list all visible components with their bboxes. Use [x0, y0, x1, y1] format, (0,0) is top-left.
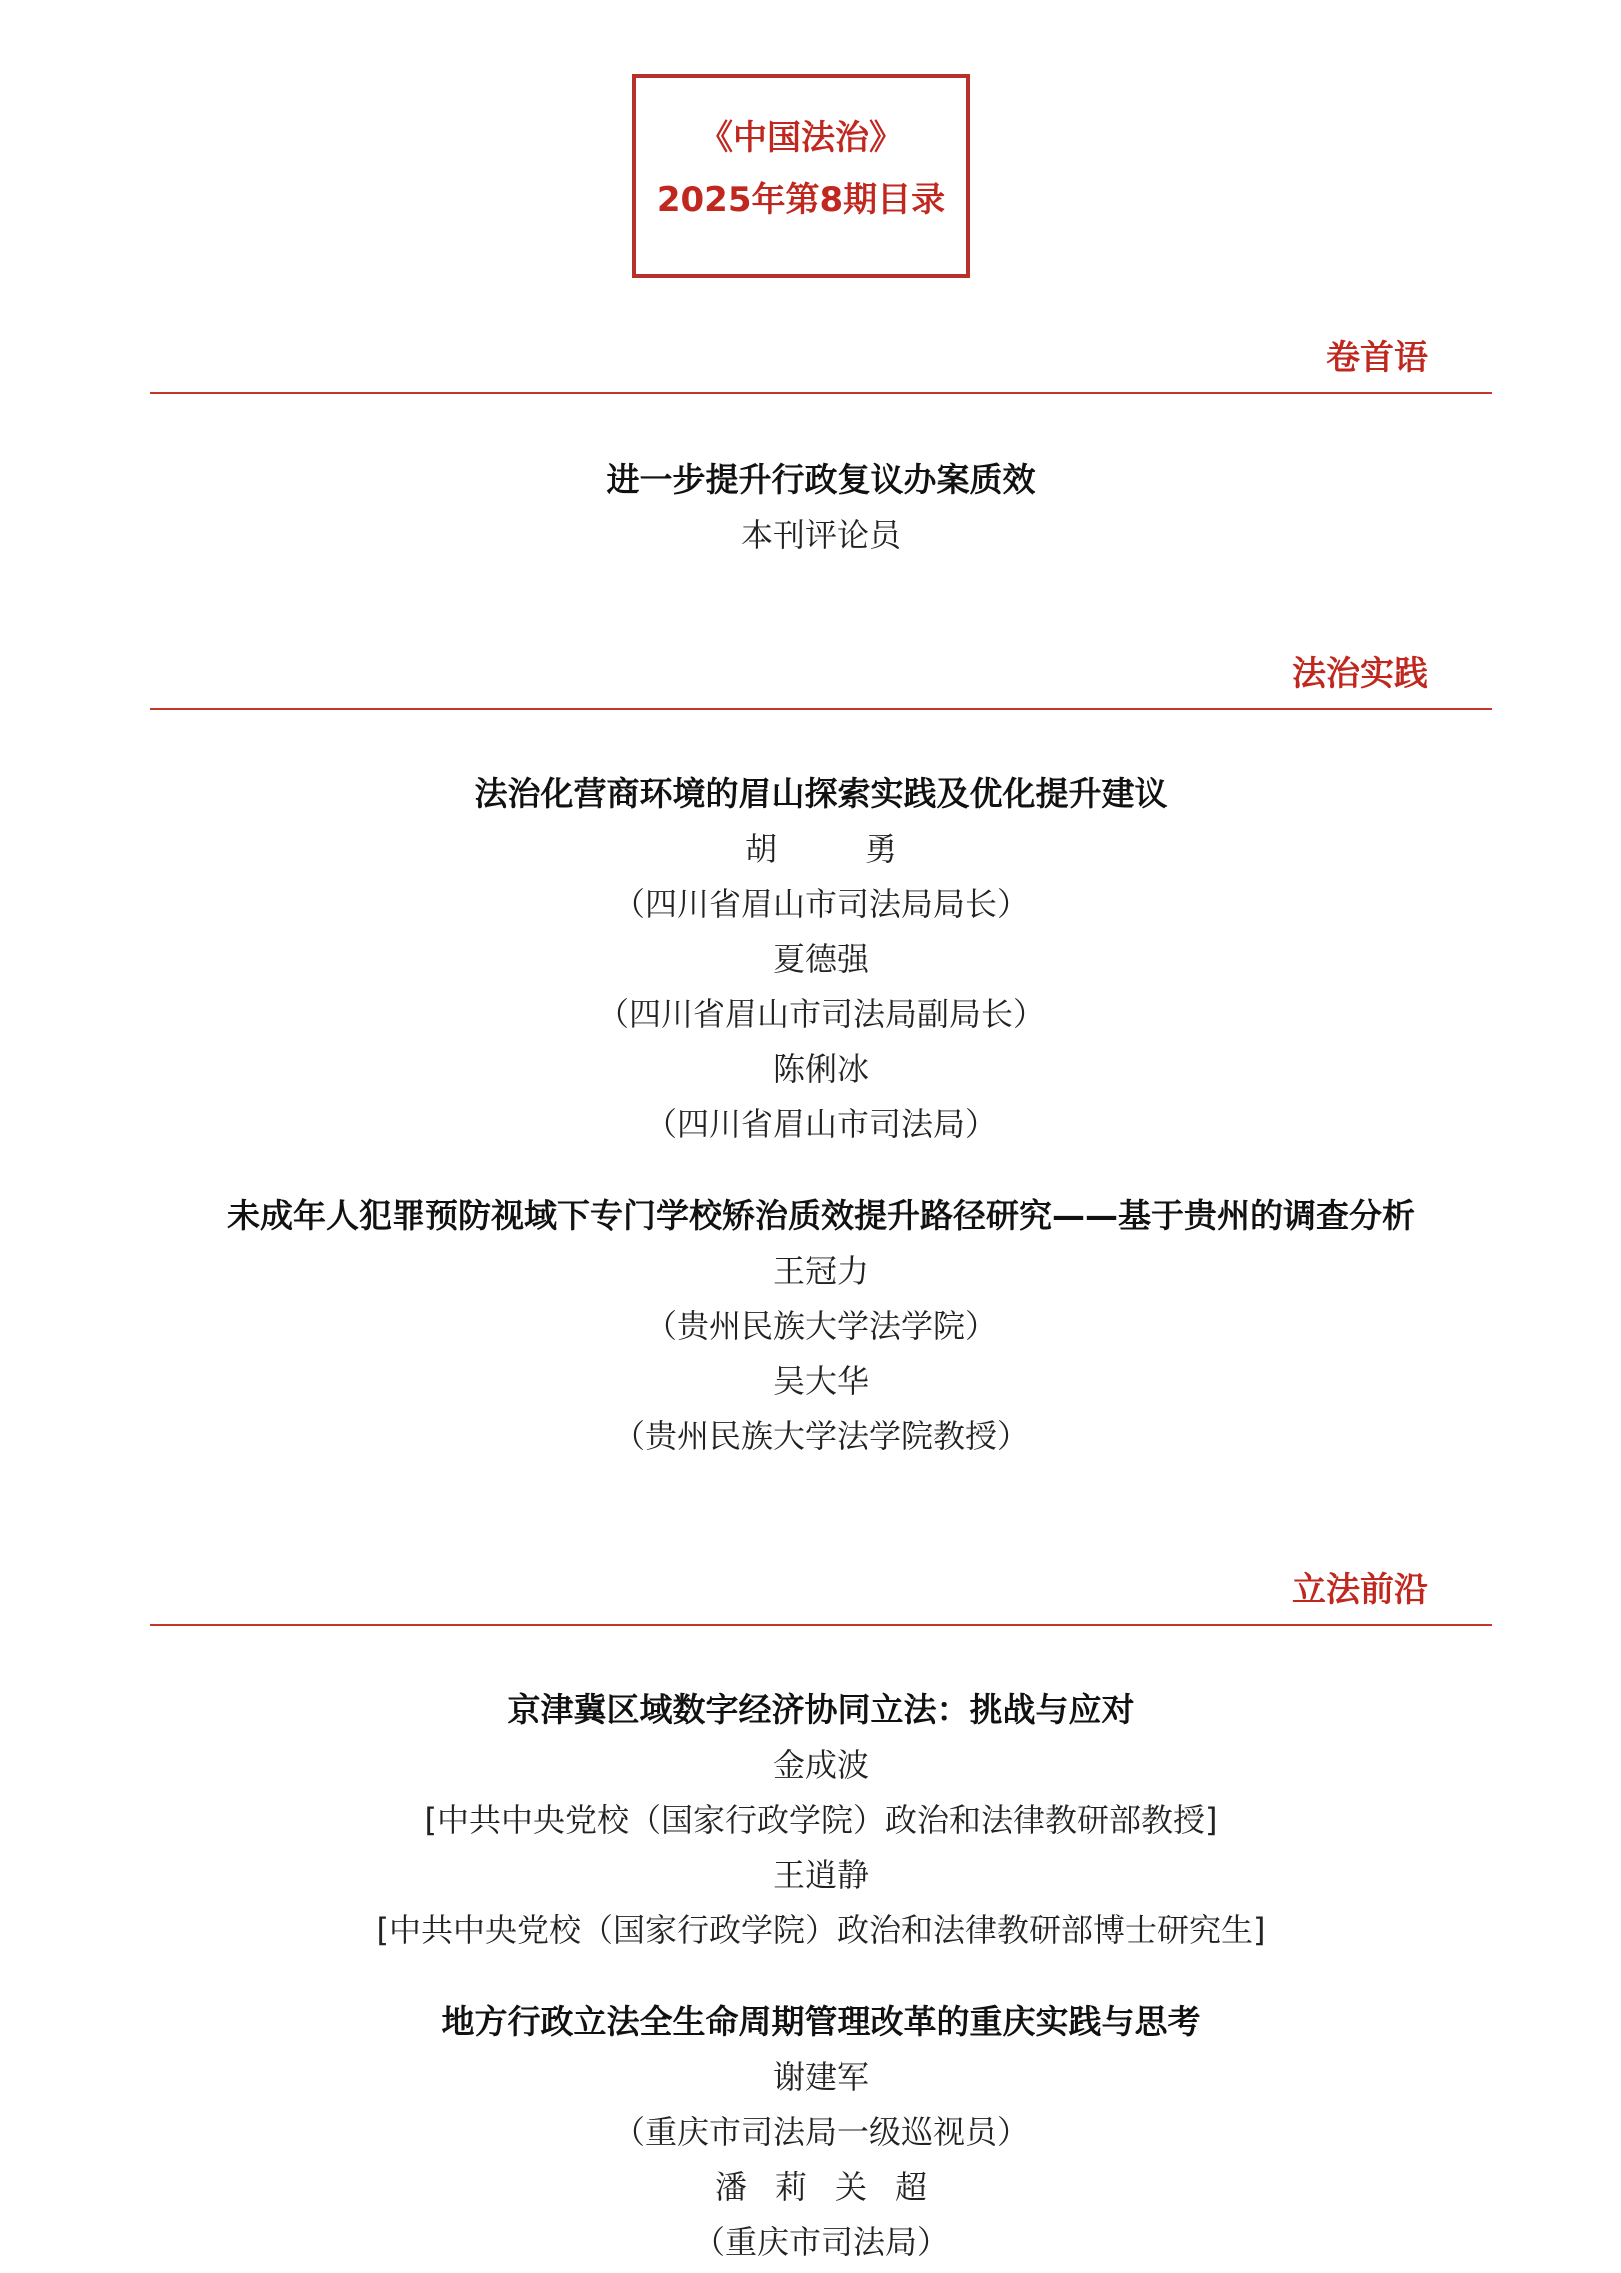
article-author: 谢建军 [772, 2058, 869, 2096]
article-author: 陈俐冰 [772, 1050, 869, 1088]
section-practice [150, 646, 1492, 710]
section-label: 卷首语 [1326, 338, 1428, 378]
article-entry [150, 1682, 1492, 1958]
article-entry [150, 1188, 1492, 1464]
article-title[interactable]: 未成年人犯罪预防视域下专门学校矫治质效提升路径研究——基于贵州的调查分析 [227, 1196, 1415, 1235]
article-author: 本刊评论员 [740, 516, 901, 554]
section-label: 法治实践 [1292, 654, 1428, 694]
article-entry [150, 452, 1492, 563]
section-preface [150, 330, 1492, 394]
article-author: 潘莉关超 [714, 2168, 955, 2206]
author-affiliation: [中共中央党校（国家行政学院）政治和法律教研部博士研究生] [376, 1911, 1266, 1949]
article-author: 胡 勇 [744, 830, 925, 868]
section-preface-articles [150, 452, 1492, 563]
section-practice-articles [150, 766, 1492, 1464]
article-author: 王冠力 [772, 1252, 869, 1290]
journal-title-box [632, 74, 970, 278]
article-title[interactable]: 京津冀区域数字经济协同立法：挑战与应对 [507, 1690, 1135, 1729]
section-legislation [150, 1562, 1492, 1626]
author-affiliation: （贵州民族大学法学院教授） [612, 1417, 1029, 1455]
author-affiliation: （贵州民族大学法学院） [644, 1307, 997, 1345]
article-author: 金成波 [772, 1746, 869, 1784]
author-affiliation: （重庆市司法局一级巡视员） [612, 2113, 1029, 2151]
article-title[interactable]: 进一步提升行政复议办案质效 [606, 460, 1036, 499]
section-header [150, 1562, 1492, 1626]
author-affiliation: （四川省眉山市司法局局长） [612, 885, 1029, 923]
article-title[interactable]: 地方行政立法全生命周期管理改革的重庆实践与思考 [441, 2002, 1201, 2041]
article-title[interactable]: 法治化营商环境的眉山探索实践及优化提升建议 [474, 774, 1168, 813]
author-affiliation: （重庆市司法局） [692, 2223, 949, 2261]
article-entry [150, 766, 1492, 1152]
section-header [150, 330, 1492, 394]
article-author: 夏德强 [772, 940, 869, 978]
section-legislation-articles [150, 1682, 1492, 2270]
author-affiliation: （四川省眉山市司法局副局长） [596, 995, 1045, 1033]
journal-name: 《中国法治》 [699, 118, 903, 158]
article-author: 吴大华 [772, 1362, 869, 1400]
article-entry [150, 1994, 1492, 2270]
issue-title: 2025年第8期目录 [656, 180, 946, 220]
article-author: 王逍静 [772, 1856, 869, 1894]
author-affiliation: [中共中央党校（国家行政学院）政治和法律教研部教授] [424, 1801, 1218, 1839]
section-label: 立法前沿 [1292, 1570, 1428, 1610]
section-header [150, 646, 1492, 710]
author-affiliation: （四川省眉山市司法局） [644, 1105, 997, 1143]
